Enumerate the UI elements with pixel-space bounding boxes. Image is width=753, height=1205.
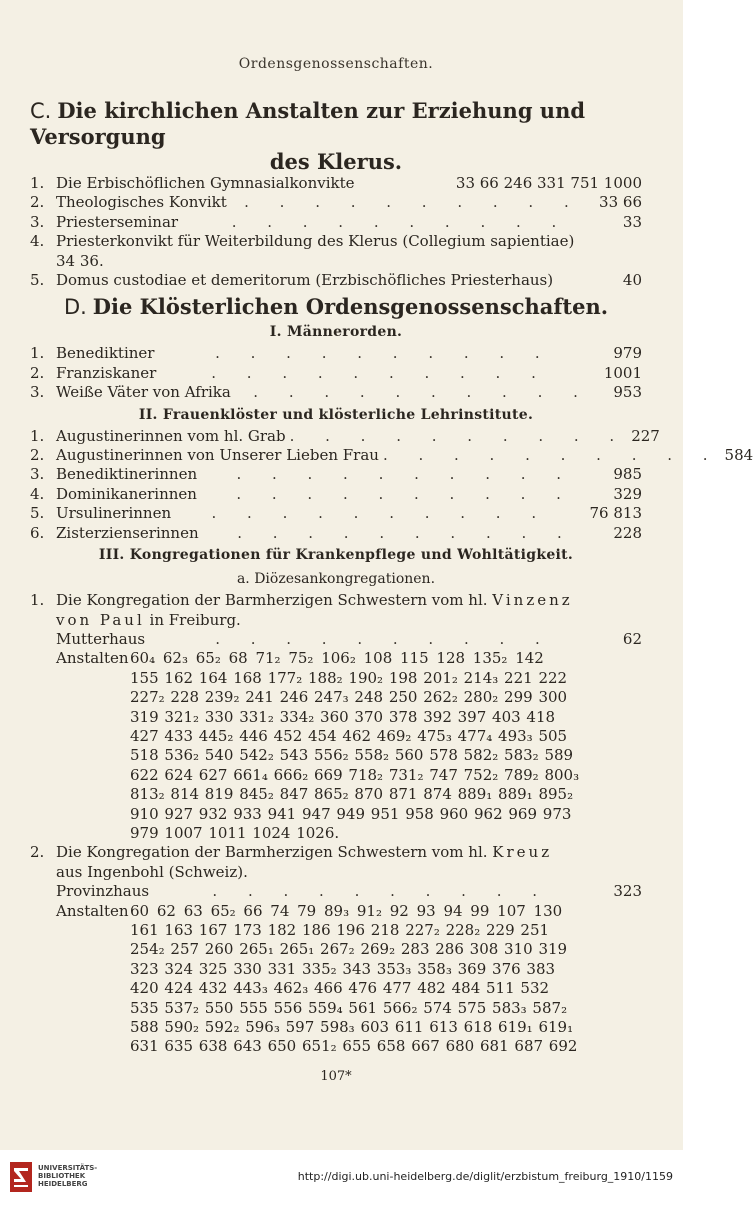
list-item: 2. Theologisches Konvikt . . . . . . . . . . 33 66 bbox=[30, 193, 642, 212]
list-item: 1. Die Erbischöflichen Gymnasialkonvikte 33 66 246 331 751 1000 bbox=[30, 174, 642, 192]
part3-sub-a: a. Diözesankongregationen. bbox=[236, 571, 436, 588]
page-url-link[interactable]: http://digi.ub.uni-heidelberg.de/diglit/erzbistum_freiburg_1910/1159 bbox=[297, 1170, 673, 1183]
page-number: 107* bbox=[320, 1068, 352, 1084]
institutions-row: Anstalten 60 62 63 65₂ 66 74 79 89₃ 91₂ 92 93 94 99 107 130 bbox=[56, 901, 563, 920]
part1-title: I. Männerorden. bbox=[269, 324, 403, 341]
section-c-letter: C. bbox=[30, 99, 52, 123]
list-item: 1. Benediktiner . . . . . . . . . . 979 bbox=[30, 344, 642, 363]
part3-title: III. Kongregationen für Krankenpflege und Wohltätigkeit. bbox=[98, 547, 574, 564]
section-d-letter: D. bbox=[63, 295, 87, 320]
section-c-title-line2: des Klerus. bbox=[269, 149, 403, 174]
list-item: 5. Ursulinerinnen . . . . . . . . . . 76 813 bbox=[30, 504, 642, 523]
list-item-continuation: aus Ingenbohl (Schweiz). bbox=[56, 862, 248, 881]
list-item: 4. Dominikanerinnen . . . . . . . . . . 329 bbox=[30, 484, 642, 503]
list-item-continuation: von Paul in Freiburg. bbox=[56, 610, 241, 629]
page-content: Ordensgenossenschaften. C. Die kirchlichen Anstalten zur Erziehung und Versorgung des Klerus. 1. Die Erbischöflichen Gymnasialkonvikte 33 66 246 331 751 1000 2. Theologisches Konvikt . . . . . . . . . . 33 66 3. Priesterseminar . . . . . . . . . . 33 4. Priesterkonvikt für Weiterbildung des Klerus (Collegium sapientiae) 34 36. 5. Domus custodiae et demeritorum (Erzbischöfliches Priesterhaus) 40 D. Die Klösterlichen Ordensgenossenschaften. I. Männerorden. 1. Benediktiner . . . . . . . . . . 979 2. Franziskaner . . . . . . . . . . 1001 3. Weiße Väter von Afrika . . . . . . . . . . 953 II. Frauenklöster und klösterliche Lehrinstitute. 1. Augustinerinnen vom hl. Grab . . . . . . . . . . 227 2. Augustinerinnen von Unserer Lieben Frau . . . . . . . . . . 584 3. Benediktinerinnen . . . . . . . . . . 985 4. Dominikanerinnen . . . . . . . . . . 329 5. Ursulinerinnen . . . . . . . . . . 76 813 6. Zisterzienserinnen . . . . . . . . . . 228 III. Kongregationen für Krankenpflege und Wohltätigkeit. a. Diözesankongregationen. 1. Die Kongregation der Barmherzigen Schwestern vom hl. Vinzenz von Paul in Freiburg. Mutterhaus . . . . . . . . . . 62 Anstalten 60₄ 62₃ 65₂ 68 71₂ 75₂ 106₂ 108 115 128 135₂ 142 155 162 164 168 177₂ 188₂ 190₂ 198 201₂ 214₃ 221 222 227₂ 228 239₂ 241 246 247₃ 248 250 262₂ 280₂ 299 300 319 321₂ 330 331₂ 334₂ 360 370 378 392 397 403 418 427 433 445₂ 446 452 454 462 469₂ 475₃ 477₄ 493₃ 505 518 536₂ 540 542₂ 543 556₂ 558₂ 560 578 582₂ 583₂ 589 622 624 627 661₄ 666₂ 669 718₂ 731₂ 747 752₂ 789₂ 800₃ 813₂ 814 819 845₂ 847 865₂ 870 871 874 889₁ 889₁ 895₂ 910 927 932 933 941 947 949 951 958 960 962 969 973 979 1007 1011 1024 1026. 2. Die Kongregation der Barmherzigen Schwestern vom hl. Kreuz aus Ingenbohl (Schweiz). Provinzhaus . . . . . . . . . . 323 Anstalten 60 62 63 65₂ 66 74 79 89₃ 91₂ 92 93 94 99 107 130 161 163 167 173 182 186 196 218 227₂ 228₂ 229 251 254₂ 257 260 265₁ 265₁ 267₂ 269₂ 283 286 308 310 319 323 324 325 330 331 335₂ 343 353₃ 358₃ 369 376 383 420 424 432 443₃ 462₃ 466 476 477 482 484 511 532 535 537₂ 550 555 556 559₄ 561 566₂ 574 575 583₃ 587₂ 588 590₂ 592₂ 596₃ 597 598₃ 603 611 613 618 619₁ 619₁ 631 635 638 643 650 651₂ 655 658 667 680 681 687 692 107* bbox=[30, 56, 753, 1084]
list-item: 6. Zisterzienserinnen . . . . . . . . . . 228 bbox=[30, 523, 642, 542]
province-house-row: Provinzhaus . . . . . . . . . . 323 bbox=[56, 882, 642, 901]
list-item: 3. Benediktinerinnen . . . . . . . . . . 985 bbox=[30, 465, 642, 484]
congregation-entry: 1. Die Kongregation der Barmherzigen Schwestern vom hl. Vinzenz bbox=[30, 591, 573, 610]
list-item: 3. Weiße Väter von Afrika . . . . . . . . . . 953 bbox=[30, 383, 642, 402]
mother-house-row: Mutterhaus . . . . . . . . . . 62 bbox=[56, 629, 642, 648]
list-item: 4. Priesterkonvikt für Weiterbildung des Klerus (Collegium sapientiae) bbox=[30, 232, 575, 251]
institutions-row: Anstalten 60₄ 62₃ 65₂ 68 71₂ 75₂ 106₂ 108 115 128 135₂ 142 bbox=[56, 649, 544, 668]
list-item-continuation: 34 36. bbox=[56, 251, 104, 270]
list-item: 1. Augustinerinnen vom hl. Grab . . . . . . . . . . 227 bbox=[30, 426, 660, 445]
list-item: 2. Augustinerinnen von Unserer Lieben Frau . . . . . . . . . . 584 bbox=[30, 446, 753, 465]
footer-bar bbox=[0, 1150, 683, 1205]
list-item: 2. Franziskaner . . . . . . . . . . 1001 bbox=[30, 363, 642, 382]
list-item: 3. Priesterseminar . . . . . . . . . . 33 bbox=[30, 212, 642, 231]
library-name: UNIVERSITÄTS- BIBLIOTHEK HEIDELBERG bbox=[38, 1164, 98, 1188]
part2-title: II. Frauenklöster und klösterliche Lehrinstitute. bbox=[138, 406, 534, 423]
congregation-entry: 2. Die Kongregation der Barmherzigen Schwestern vom hl. Kreuz bbox=[30, 843, 553, 862]
section-c-title-line1: Die kirchlichen Anstalten zur Erziehung und Versorgung bbox=[30, 98, 586, 149]
section-c-title bbox=[30, 98, 642, 174]
list-item: 5. Domus custodiae et demeritorum (Erzbischöfliches Priesterhaus) 40 bbox=[30, 271, 642, 290]
section-d-title: D. Die Klösterlichen Ordensgenossenschaften. bbox=[63, 294, 609, 320]
running-head: Ordensgenossenschaften. bbox=[238, 56, 434, 72]
university-library-logo-icon bbox=[10, 1162, 32, 1192]
